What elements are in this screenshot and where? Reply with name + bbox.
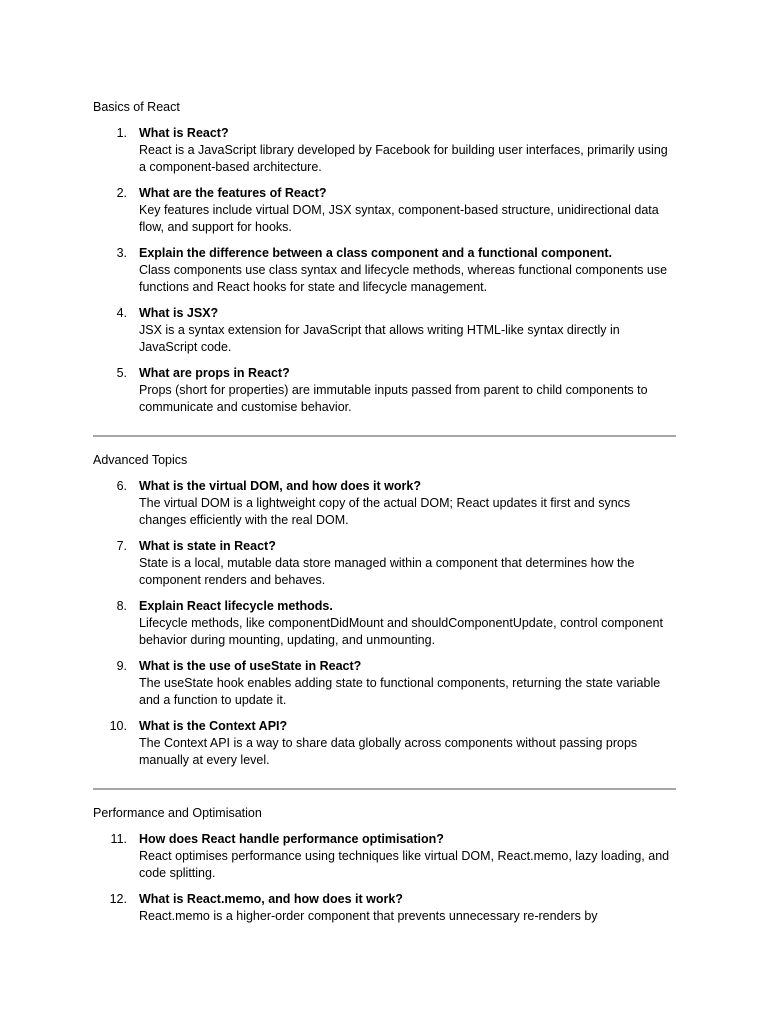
question-text: What is React?: [139, 126, 229, 140]
section-divider: [93, 435, 676, 437]
question-number: 3.: [116, 246, 127, 260]
answer-text: Class components use class syntax and lifecycle methods, whereas functional components use functions and React hooks for state and lifecycle management.: [139, 263, 668, 294]
question-item: [93, 185, 676, 235]
question-text: Explain the difference between a class component and a functional component.: [139, 246, 613, 260]
answer-text: Lifecycle methods, like componentDidMount and shouldComponentUpdate, control component behavior during mounting, updating, and unmounting.: [139, 616, 663, 647]
answer-text: State is a local, mutable data store managed within a component that determines how the component renders and behaves.: [139, 556, 635, 587]
question-list-advanced: [93, 478, 676, 768]
question-item: [93, 891, 676, 925]
question-number: 11.: [110, 832, 127, 846]
question-text: What is JSX?: [139, 306, 219, 320]
question-number: 2.: [116, 186, 127, 200]
question-number: 7.: [116, 539, 127, 553]
answer-text: JSX is a syntax extension for JavaScript that allows writing HTML-like syntax directly in JavaScript code.: [139, 323, 620, 354]
question-item: [93, 125, 676, 175]
question-list-basics: [93, 125, 676, 415]
question-item: [93, 478, 676, 528]
answer-text: React optimises performance using techniques like virtual DOM, React.memo, lazy loading, and code splitting.: [139, 849, 670, 880]
section-title-basics: Basics of React: [93, 100, 180, 114]
question-item: [93, 305, 676, 355]
question-number: 9.: [116, 659, 127, 673]
question-number: 8.: [116, 599, 127, 613]
question-text: How does React handle performance optimisation?: [139, 832, 444, 846]
answer-text: The Context API is a way to share data globally across components without passing props manually at every level.: [139, 736, 638, 767]
question-text: What is React.memo, and how does it work?: [139, 892, 403, 906]
answer-text: React.memo is a higher-order component that prevents unnecessary re-renders by: [139, 909, 598, 923]
question-text: What is the Context API?: [139, 719, 288, 733]
answer-text: The virtual DOM is a lightweight copy of the actual DOM; React updates it first and syncs changes efficiently with the real DOM.: [139, 496, 631, 527]
question-text: What is the use of useState in React?: [139, 659, 362, 673]
question-text: What are props in React?: [139, 366, 290, 380]
answer-text: Props (short for properties) are immutable inputs passed from parent to child components to communicate and customise behavior.: [139, 383, 648, 414]
answer-text: Key features include virtual DOM, JSX syntax, component-based structure, unidirectional data flow, and support for hooks.: [139, 203, 659, 234]
question-text: What is the virtual DOM, and how does it work?: [139, 479, 421, 493]
question-item: [93, 245, 676, 295]
question-number: 1.: [116, 126, 127, 140]
question-number: 6.: [116, 479, 127, 493]
answer-text: React is a JavaScript library developed by Facebook for building user interfaces, primarily using a component-based architecture.: [139, 143, 668, 174]
question-item: [93, 365, 676, 415]
question-text: Explain React lifecycle methods.: [139, 599, 333, 613]
question-item: [93, 658, 676, 708]
section-divider: [93, 788, 676, 790]
section-title-performance: Performance and Optimisation: [93, 806, 262, 820]
section-title-advanced: Advanced Topics: [93, 453, 188, 467]
question-number: 4.: [116, 306, 127, 320]
question-number: 10.: [109, 719, 127, 733]
question-number: 5.: [116, 366, 127, 380]
question-list-performance: [93, 831, 676, 925]
question-item: [93, 538, 676, 588]
question-item: [93, 718, 676, 768]
question-text: What is state in React?: [139, 539, 276, 553]
question-item: [93, 598, 676, 648]
question-item: [93, 831, 676, 881]
document-content: [93, 98, 676, 935]
answer-text: The useState hook enables adding state to functional components, returning the state variable and a function to update it.: [139, 676, 661, 707]
question-number: 12.: [109, 892, 127, 906]
question-text: What are the features of React?: [139, 186, 327, 200]
